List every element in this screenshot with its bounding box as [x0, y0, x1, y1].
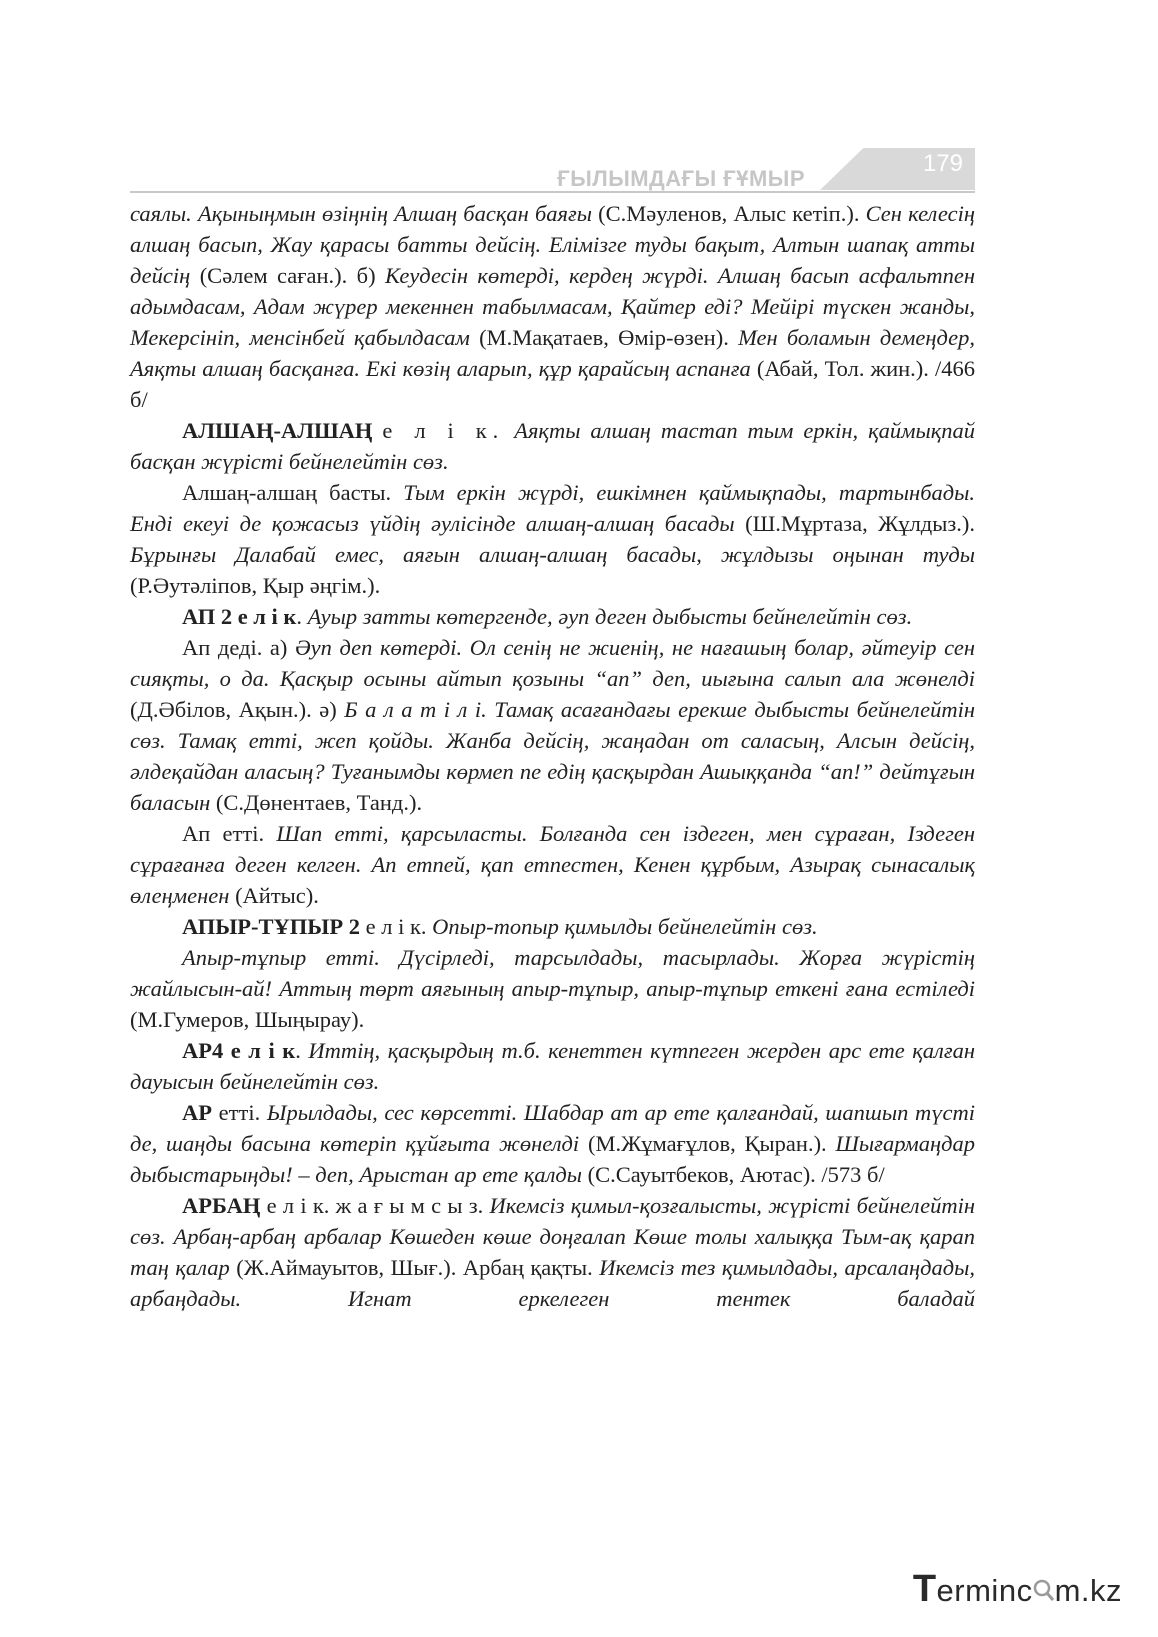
plain-text: (С.Мәуленов, Алыс кетіп.).	[592, 201, 866, 226]
plain-text: (Айтыс).	[229, 883, 319, 908]
plain-text: (Р.Әутәліпов, Қыр әңгім.).	[130, 573, 381, 598]
example-text: Сен келесің алшаң басып, Жау қарасы батты дейсің. Елімізге туды бақыт, Алтын шапақ атты дейсің	[130, 201, 975, 288]
headword: АЛШАҢ-АЛШАҢ	[182, 418, 373, 443]
plain-text	[504, 418, 514, 443]
grammar-label: е л і к.	[382, 418, 505, 443]
example-text: Мен боламын демеңдер, Аяқты алшаң басқанға. Екі көзің аларып, құр қарайсың аспанға	[130, 325, 975, 381]
entry-paragraph	[130, 415, 975, 477]
entry-paragraph	[130, 632, 975, 818]
headword: АРБАҢ	[182, 1193, 261, 1218]
plain-text: .	[295, 1038, 309, 1063]
example-text: Опыр-топыр қимылды бейнелейтін сөз.	[432, 914, 818, 939]
plain-text: Ап деді. а)	[182, 635, 295, 660]
plain-text: (М.Мақатаев, Өмір-өзен).	[469, 325, 739, 350]
plain-text: (С.Дөнентаев, Танд.).	[210, 790, 423, 815]
headword: АПЫР-ТҰПЫР 2	[182, 914, 360, 939]
example-text: Шығармаңдар дыбыстарыңды! – деп, Арыстан ар ете қалды	[130, 1131, 975, 1187]
page-number: 179	[922, 150, 963, 177]
plain-text: е л і к.	[360, 914, 433, 939]
plain-text: (М.Жұмағұлов, Қыран.).	[579, 1131, 836, 1156]
entry-paragraph	[130, 818, 975, 911]
entry-paragraph	[130, 1190, 975, 1314]
example-text: Апыр-тұпыр етті. Дүсірледі, тарсылдады, тасырлады. Жорға жүрістің жайлысын-ай! Аттың төрт аяғының апыр-тұпыр, апыр-тұпыр еткені ғана естіледі	[130, 945, 975, 1001]
running-title: ҒЫЛЫМДАҒЫ ҒҰМЫР	[557, 166, 805, 191]
plain-text: (М.Гумеров, Шыңырау).	[130, 1007, 365, 1032]
page-header	[130, 148, 975, 196]
example-text: Ауыр затты көтергенде, әуп деген дыбысты бейнелейтін сөз.	[307, 604, 913, 629]
example-text: Икемсіз қимыл-қозғалысты, жүрісті бейнелейтін сөз. Арбаң-арбаң арбалар Көшеден көше доңғалап Көше толы халыққа Тым-ақ қарап таң қалар	[130, 1193, 975, 1280]
plain-text: (Сәлем саған.). б)	[190, 263, 385, 288]
plain-text: (Д.Әбілов, Ақын.). ә)	[130, 697, 345, 722]
entry-paragraph	[130, 942, 975, 1035]
entry-paragraph	[130, 601, 975, 632]
plain-text	[372, 418, 382, 443]
dictionary-text	[130, 198, 975, 1314]
plain-text: (С.Сауытбеков, Аютас). /573 б/	[582, 1162, 885, 1187]
logo-letter-c: c	[1016, 1573, 1033, 1608]
example-text: Аяқты алшаң тастап тым еркін, қаймықпай басқан жүрісті бейнелейтін сөз.	[130, 418, 975, 474]
logo-text-part: ermin	[936, 1573, 1017, 1608]
example-text: Б а л а т і л і. Тамақ асағандағы ерекше дыбысты бейнелейтін сөз. Тамақ етті, жеп қойды. Жанба дейсің, жаңадан от саласың, Алсын дейсің, әлдеқайдан аласың? Туғанымды көрмеп пе едің қасқырдан Ашыққанда “ап!” дейтұғын баласын	[130, 697, 976, 815]
plain-text: (Абай, Тол. жин.). /466 б/	[130, 356, 975, 412]
example-text: Иттің, қасқырдың т.б. кенеттен күтпеген жерден арс ете қалған дауысын бейнелейтін сөз.	[130, 1038, 976, 1094]
example-text: Ырылдады, сес көрсетті. Шабдар ат ар ете қалғандай, шапшып түсті де, шаңды басына көтеріп құйғыта жөнелді	[130, 1100, 975, 1156]
example-text: Бұрынғы Далабай емес, аяғын алшаң-алшаң басады, жұлдызы оңынан туды	[130, 542, 975, 567]
site-logo[interactable]	[913, 1568, 1122, 1611]
plain-text: Алшаң-алшаң басты.	[182, 480, 404, 505]
example-text: саялы. Ақыныңмын өзіңнің Алшаң басқан баяғы	[130, 201, 592, 226]
logo-letter-t: T	[912, 1568, 937, 1610]
example-text: Шап етті, қарсыласты. Болғанда сен іздеген, мен сұраған, Іздеген сұрағанға деген келген. Ап етпей, қап етпестен, Кенен құрбым, Азырақ сынасалық өлеңменен	[130, 821, 975, 908]
headword: АР4 е л і к	[182, 1038, 296, 1063]
headword: АР	[182, 1100, 212, 1125]
example-text: Икемсіз тез қимылдады, арсалаңдады, арбаңдады. Игнат еркелеген тентек баладай	[130, 1255, 975, 1311]
example-text: Кеудесін көтерді, кердең жүрді. Алшаң басып асфальтпен адымдасам, Адам жүрер мекеннен табылмасам, Қайтер еді? Мейірі түскен жанды, Мекерсініп, менсінбей қабылдасам	[130, 263, 975, 350]
example-text: Әуп деп көтерді. Ол сенің не жиенің, не нағашың болар, әйтеуір сен сияқты, о да. Қасқыр осыны айтып қозыны “ап” деп, иығына салып ала жөнелді	[130, 635, 975, 691]
header-rule	[130, 191, 975, 193]
plain-text: (Ш.Мұртаза, Жұлдыз.).	[734, 511, 975, 536]
plain-text: (Ж.Аймауытов, Шығ.). Арбаң қақты.	[229, 1255, 600, 1280]
entry-paragraph	[130, 1097, 975, 1190]
plain-text: .	[296, 604, 308, 629]
plain-text: етті.	[212, 1100, 267, 1125]
headword: АП 2 е л і к	[182, 604, 297, 629]
example-text: Тым еркін жүрді, ешкімнен қаймықпады, тартынбады. Енді екеуі де қожасыз үйдің әулісінде алшаң-алшаң басады	[130, 480, 975, 536]
entry-paragraph	[130, 477, 975, 601]
entry-paragraph	[130, 911, 975, 942]
entry-paragraph	[130, 1035, 975, 1097]
plain-text: е л і к. ж а ғ ы м с ы з.	[260, 1193, 490, 1218]
magnifier-icon	[1033, 1574, 1055, 1604]
plain-text: Ап етті.	[182, 821, 277, 846]
logo-domain: m.kz	[1054, 1573, 1122, 1608]
entry-paragraph	[130, 198, 975, 415]
